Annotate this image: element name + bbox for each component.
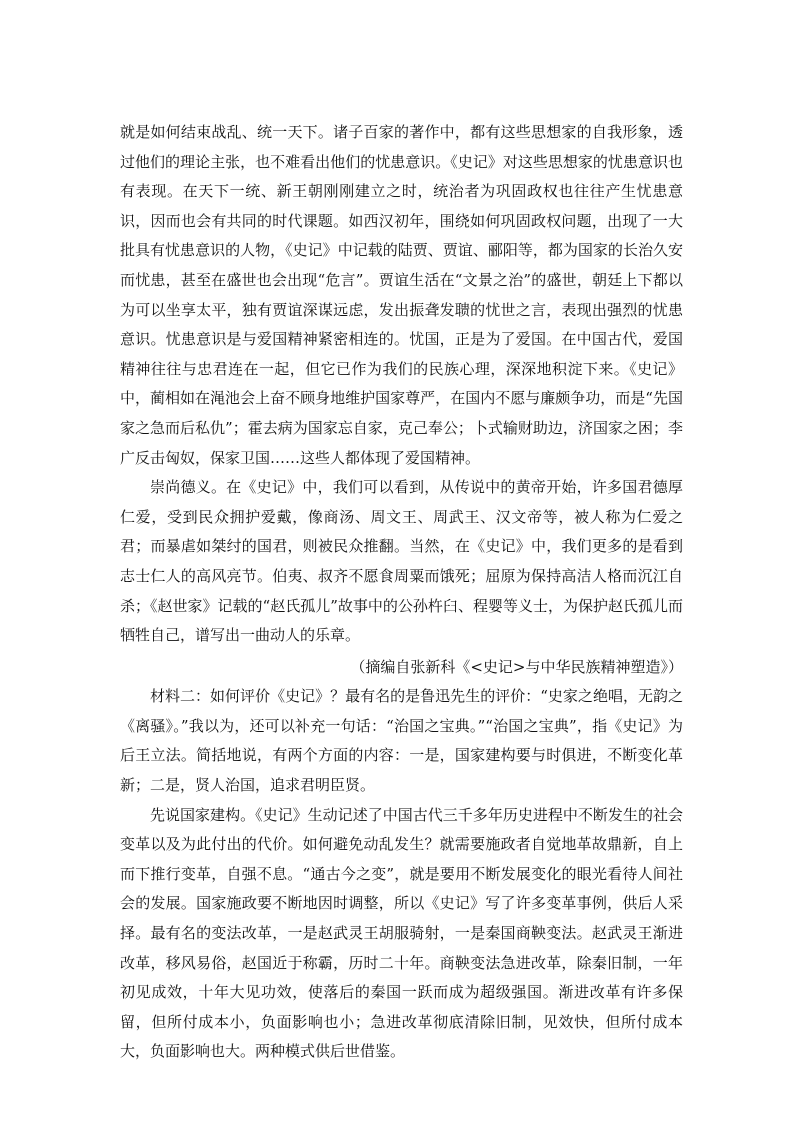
paragraph-3: 材料二：如何评价《史记》？最有名的是鲁迅先生的评价：“史家之绝唱，无韵之《离骚》。”我以为，还可以补充一句话：“治国之宝典。”“治国之宝典”，指《史记》为后王立法。简括地说，有两个方面的内容：一是，国家建构要与时俱进，不断变化革新；二是，贤人治国，追求君明臣贤。	[120, 687, 683, 795]
document-body	[120, 118, 683, 1067]
paragraph-2: 崇尚德义。在《史记》中，我们可以看到，从传说中的黄帝开始，许多国君德厚仁爱，受到民众拥护爱戴，像商汤、周文王、周武王、汉文帝等，被人称为仁爱之君；而暴虐如桀纣的国君，则被民众推翻。当然，在《史记》中，我们更多的是看到志士仁人的高风亮节。伯夷、叔齐不愿食周粟而饿死；屈原为保持高洁人格而沉江自杀；《赵世家》记载的“赵氏孤儿”故事中的公孙杵臼、程婴等义士，为保护赵氏孤儿而牺牲自己，谱写出一曲动人的乐章。	[120, 478, 683, 645]
source-citation: （摘编自张新科《<史记>与中华民族精神塑造》）	[350, 657, 683, 676]
paragraph-4: 先说国家建构。《史记》生动记述了中国古代三千多年历史进程中不断发生的社会变革以及为此付出的代价。如何避免动乱发生？就需要施政者自觉地革故鼎新，自上而下推行变革，自强不息。“通古今之变”，就是要用不断发展变化的眼光看待人间社会的发展。国家施政要不断地因时调整，所以《史记》写了许多变革事例，供后人采择。最有名的变法改革，一是赵武灵王胡服骑射，一是秦国商鞅变法。赵武灵王渐进改革，移风易俗，赵国近于称霸，历时二十年。商鞅变法急进改革，除秦旧制，一年初见成效，十年大见功效，使落后的秦国一跃而成为超级强国。渐进改革有许多保留，但所付成本小，负面影响也小；急进改革彻底清除旧制，见效快，但所付成本大，负面影响也大。两种模式供后世借鉴。	[120, 805, 683, 1061]
paragraph-1: 就是如何结束战乱、统一天下。诸子百家的著作中，都有这些思想家的自我形象，透过他们的理论主张，也不难看出他们的忧患意识。《史记》对这些思想家的忧患意识也有表现。在天下一统、新王朝刚刚建立之时，统治者为巩固政权也往往产生忧患意识，因而也会有共同的时代课题。如西汉初年，围绕如何巩固政权问题，出现了一大批具有忧患意识的人物，《史记》中记载的陆贾、贾谊、郦阳等，都为国家的长治久安而忧患，甚至在盛世也会出现“危言”。贾谊生活在“文景之治”的盛世，朝廷上下都以为可以坐享太平，独有贾谊深谋远虑，发出振聋发聩的忧世之言，表现出强烈的忧患意识。忧患意识是与爱国精神紧密相连的。忧国，正是为了爱国。在中国古代，爱国精神往往与忠君连在一起，但它已作为我们的民族心理，深深地积淀下来。《史记》中，蔺相如在渑池会上奋不顾身地维护国家尊严，在国内不愿与廉颇争功，而是“先国家之急而后私仇”；霍去病为国家忘自家，克己奉公；卜式输财助边，济国家之困；李广反击匈奴，保家卫国……这些人都体现了爱国精神。	[120, 123, 683, 467]
